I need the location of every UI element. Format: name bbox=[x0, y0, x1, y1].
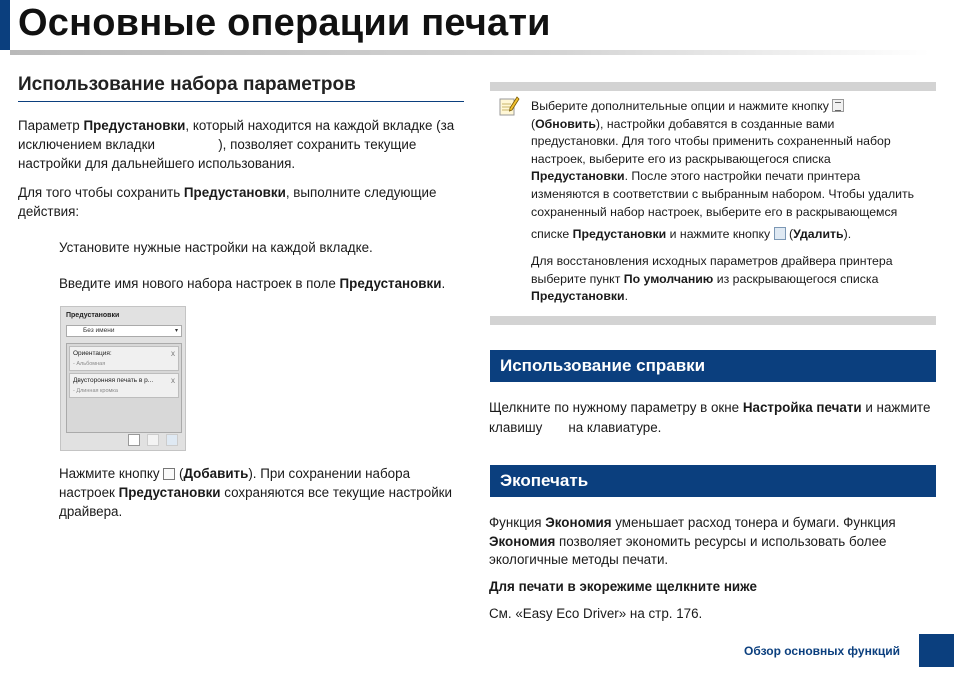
section-divider bbox=[18, 101, 464, 102]
eco-instruction: Для печати в экорежиме щелкните ниже bbox=[489, 579, 757, 594]
presets-panel-title: Предустановки bbox=[66, 312, 120, 319]
footer-page-box bbox=[919, 634, 954, 667]
eco-text: Функция Экономия уменьшает расход тонера и бумаги. Функция Экономия позволяет экономить ресурсы и использовать более экологичные методы печати. bbox=[489, 515, 896, 567]
chevron-down-icon: ▾ bbox=[174, 328, 178, 334]
list-item-label: Ориентация: bbox=[73, 350, 112, 357]
note-pencil-icon bbox=[498, 94, 520, 118]
step-3: Нажмите кнопку (Добавить). При сохранении набора настроек Предустановки сохраняются все текущие настройки драйвера. bbox=[59, 466, 453, 519]
list-item-value: - Длинная кромка bbox=[73, 388, 118, 394]
note-paragraph-2: Для восстановления исходных параметров драйвера принтера выберите пункт По умолчанию из раскрывающегося списка Предустановки. bbox=[531, 254, 893, 304]
presets-howto: Для того чтобы сохранить Предустановки, выполните следующие действия: bbox=[18, 185, 437, 219]
presets-intro: Параметр Предустановки, который находится на каждой вкладке (за исключением вкладки ), позволяет сохранить текущие настройки для дальнейшего использования. bbox=[18, 118, 455, 171]
page-title: Основные операции печати bbox=[18, 2, 551, 44]
list-item-value: - Альбомная bbox=[73, 361, 106, 367]
step-1: Установите нужные настройки на каждой вкладке. bbox=[59, 240, 373, 255]
update-preset-button[interactable] bbox=[147, 434, 159, 446]
list-item-label: Двусторонняя печать в р... bbox=[73, 377, 154, 384]
step-2: Введите имя нового набора настроек в поле Предустановки. bbox=[59, 276, 446, 291]
presets-list bbox=[66, 343, 182, 433]
add-preset-button[interactable] bbox=[128, 434, 140, 446]
list-item[interactable] bbox=[69, 373, 179, 398]
close-icon[interactable]: x bbox=[171, 376, 175, 385]
note-paragraph-1: Выберите дополнительные опции и нажмите кнопку (Обновить), настройки добавятся в созданные вами предустановки. Для того чтобы применить сохраненный набор настроек, выберите его из раскрывающегося списка Предустановки. После этого настройки печати принтера изменяются в соответствии с выбранным набором. Чтобы удалить сохраненный набор настроек, выберите его в раскрывающемся списке Предустановки и нажмите кнопку (Удалить). bbox=[531, 99, 915, 242]
note-bottom-bar bbox=[490, 316, 936, 325]
delete-icon bbox=[774, 227, 786, 240]
footer-chapter-label: Обзор основных функций bbox=[744, 644, 900, 658]
help-text: Щелкните по нужному параметру в окне Настройка печати и нажмите клавишу на клавиатуре. bbox=[489, 400, 931, 435]
section-heading-help: Использование справки bbox=[490, 350, 936, 382]
update-icon bbox=[832, 99, 844, 112]
close-icon[interactable]: x bbox=[171, 349, 175, 358]
eco-reference-link[interactable]: См. «Easy Eco Driver» на стр. 176. bbox=[489, 606, 703, 621]
add-icon bbox=[163, 468, 175, 480]
list-item[interactable] bbox=[69, 346, 179, 371]
title-accent-bar bbox=[0, 0, 10, 50]
title-divider bbox=[10, 50, 930, 55]
note-top-bar bbox=[490, 82, 936, 91]
presets-dropdown-value: Без имени bbox=[83, 327, 115, 334]
section-heading-eco: Экопечать bbox=[490, 465, 936, 497]
section-heading-presets: Использование набора параметров bbox=[18, 74, 356, 95]
delete-preset-button[interactable] bbox=[166, 434, 178, 446]
presets-panel bbox=[60, 306, 186, 451]
presets-dropdown[interactable] bbox=[66, 325, 182, 337]
